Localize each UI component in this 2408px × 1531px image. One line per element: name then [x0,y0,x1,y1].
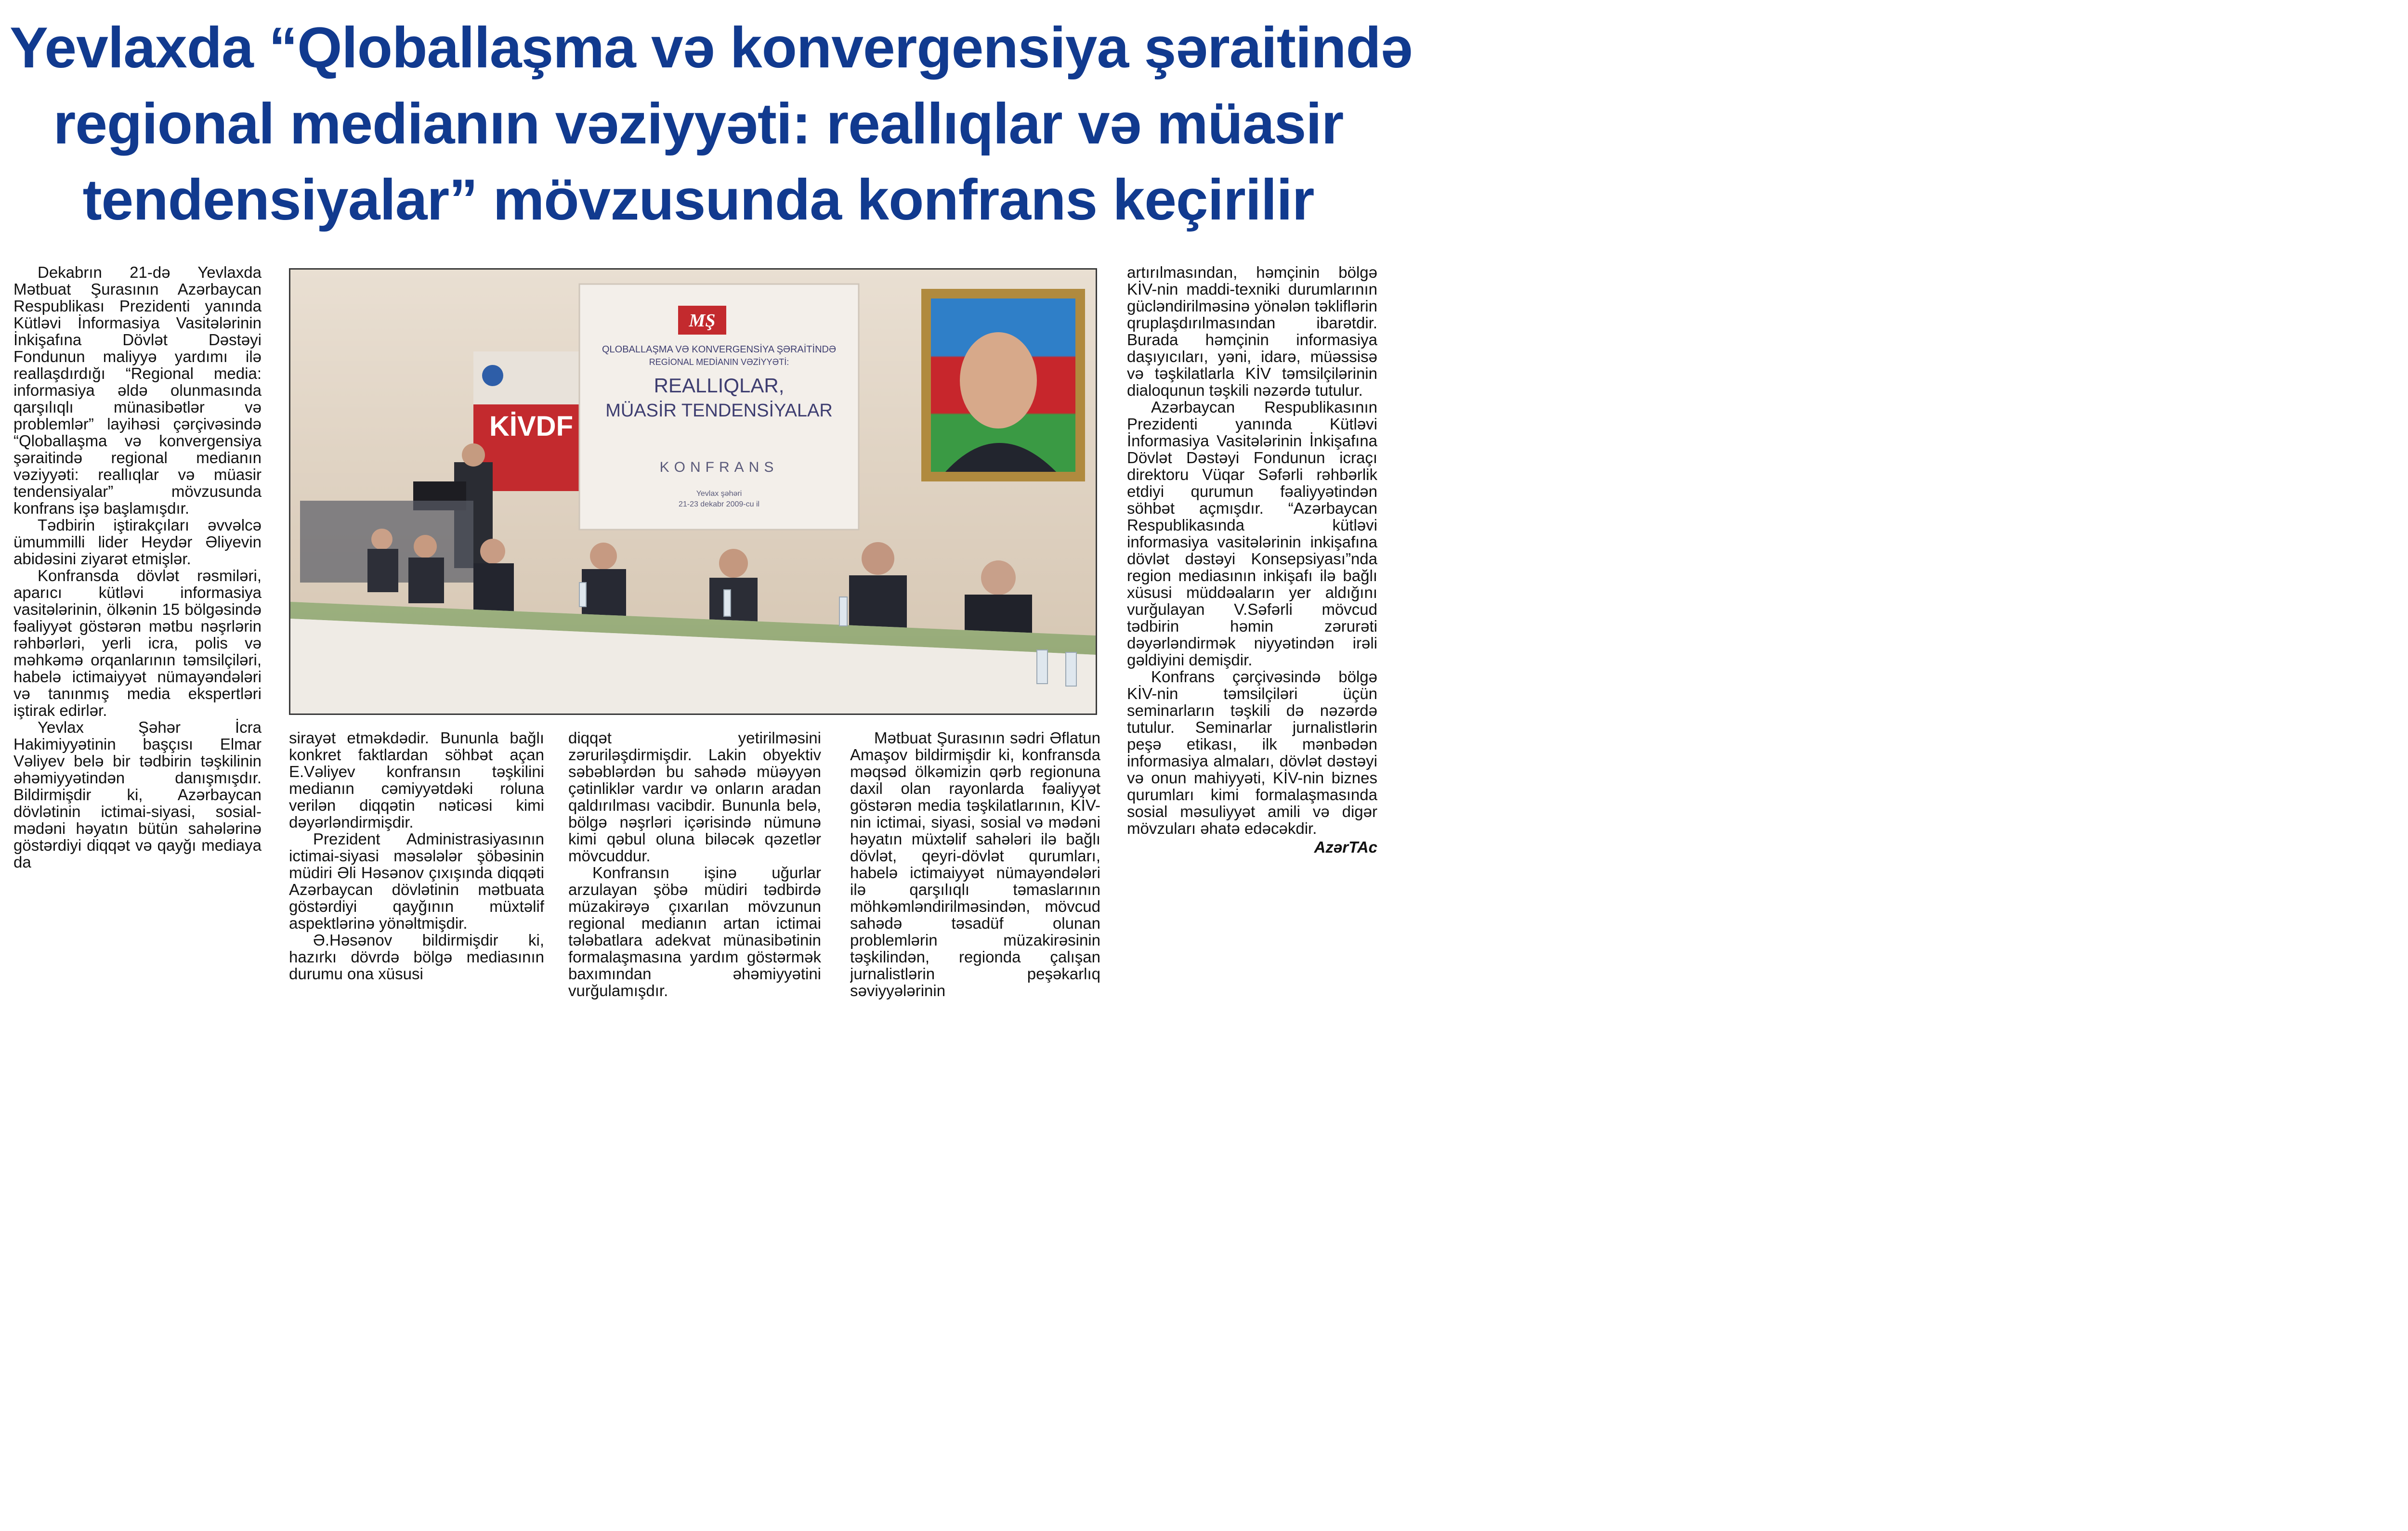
headline-line-2: regional medianın vəziyyəti: reallıqlar və müasir [53,91,1344,156]
signature: AzərTAc [1314,838,1377,856]
banner-line-6: Yevlax şəhəri [696,490,742,498]
photo-illustration [290,270,1096,714]
headline-line-3: tendensiyalar” mövzusunda konfrans keçirilir [82,168,1314,232]
paragraph: Dekabrın 21-də Yevlaxda Mətbuat Şurasının Azərbaycan Respublikası Prezidenti yanında Kütləvi İnformasiya Vasitələrinin İnkişafına Dövlət Dəstəyi Fondunun maliyyə yardımı ilə reallaşdırdığı “Regional media: informasiya əldə olunmasında qarşılıqlı münasibətlər və problemlər” layihəsi çərçivəsində “Qloballaşma və konvergensiya şəraitində regional medianın vəziyyəti: reallıqlar və müasir tendensiyalar” mövzusunda konfrans işə başlamışdır. [13,264,262,517]
banner-line-5: KONFRANS [659,459,779,475]
banner-line-1: QLOBALLAŞMA VƏ KONVERGENSİYA ŞƏRAİTİNDƏ [602,344,837,355]
paragraph: Ə.Həsənov bildirmişdir ki, hazırkı dövrdə bölgə mediasının durumu ona xüsusi [289,931,544,983]
banner-line-3: REALLIQLAR, [654,374,785,397]
article-column-4 [850,729,1100,1115]
article-column-5 [1127,264,1377,1106]
paragraph: Prezident Administrasiyasının ictimai-siyasi məsələlər şöbəsinin müdiri Əli Həsənov çıxışında diqqəti Azərbaycan dövlətinin mətbuata göstərdiyi qayğının müxtəlif aspektlərinə yönəltmişdir. [289,830,544,932]
article-column-1 [13,264,262,1106]
paragraph: artırılmasından, həmçinin bölgə KİV-nin maddi-texniki durumlarının gücləndirilməsinə yönələn təkliflərin qruplaşdırılmasından ibarətdir. Burada həmçinin informasiya daşıyıcıları, yəni, idarə, müəssisə və təşkilatlarla KİV təmsilçilərinin dialoqunun təşkili nəzərdə tutulur. [1127,264,1377,399]
article-column-3 [568,729,821,1115]
banner-line-2: REGİONAL MEDİANIN VƏZİYYƏTİ: [649,357,789,367]
headline-line-1: Yevlaxda “Qloballaşma və konvergensiya şəraitində [10,15,1413,80]
paragraph: Konfrans çərçivəsində bölgə KİV-nin təmsilçiləri üçün seminarların təşkili də nəzərdə tutulur. Seminarlar jurnalistlərin peşə etikası, ilk mənbədən informasiya almaları, dövlət dəstəyi və onun mahiyyəti, KİV-nin biznes qurumları kimi formalaşmasında sosial məsuliyyət amili və digər mövzuları əhatə edəcəkdir. [1127,668,1377,837]
paragraph: Tədbirin iştirakçıları əvvəlcə ümummilli lider Heydər Əliyevin abidəsini ziyarət etmişlər. [13,516,262,568]
kivdf-logo: KİVDF [489,411,573,442]
conference-photo [289,268,1097,715]
paragraph: Azərbaycan Respublikasının Prezidenti yanında Kütləvi İnformasiya Vasitələrinin İnkişafına Dövlət Dəstəyi Fondunun icraçı direktoru Vüqar Səfərli rəhbərlik etdiyi qurumun fəaliyyətindən söhbət açmışdır. “Azərbaycan Respublikasında kütləvi informasiya vasitələrinin inkişafına dövlət dəstəyi Konsepsiyası”nda region mediasının inkişafı ilə bağlı xüsusi müddəaların yer aldığını vurğulayan V.Səfərli mövcud tədbirin həmin zərurəti dəyərləndirmək niyyətindən irəli gəldiyini demişdir. [1127,398,1377,669]
portrait-face [960,332,1037,428]
paragraph: Yevlax Şəhər İcra Hakimiyyətinin başçısı Elmar Vəliyev belə bir tədbirin təşkilinin əhəmiyyətindən danışmışdır. Bildirmişdir ki, Azərbaycan dövlətinin ictimai-siyasi, sosial-mədəni həyatın bütün sahələrinə göstərdiyi diqqət və qayğı mediaya da [13,718,262,871]
article-column-2 [289,729,544,1115]
banner-logo: MŞ [689,311,716,331]
paragraph: Konfransda dövlət rəsmiləri, aparıcı kütləvi informasiya vasitələrinin, ölkənin 15 bölgəsində fəaliyyət göstərən mətbu nəşrlərin rəhbərləri, yerli icra, polis və məhkəmə orqanlarının təmsilçiləri, habelə ictimaiyyət nümayəndələri və tanınmış media ekspertləri iştirak edirlər. [13,567,262,719]
banner-line-7: 21-23 dekabr 2009-cu il [678,500,760,508]
paragraph: sirayət etməkdədir. Bununla bağlı konkret faktlardan söhbət açan E.Vəliyev konfransın təşkilini medianın cəmiyyətdəki roluna verilən diqqətin nəticəsi kimi dəyərləndirmişdir. [289,729,544,831]
paragraph: diqqət yetirilməsini zəruriləşdirmişdir. Lakin obyektiv səbəblərdən bu sahədə müəyyən çətinliklər vardır və onların aradan qaldırılması vacibdir. Bununla belə, bölgə nəşrləri içərisində nümunə kimi qəbul oluna biləcək qəzetlər mövcuddur. [568,729,821,865]
cameraman-head [462,443,485,467]
headline [10,10,1413,238]
emblem-icon [482,365,503,386]
paragraph: Konfransın işinə uğurlar arzulayan şöbə müdiri tədbirdə müzakirəyə çıxarılan mövzunun regional medianın artan ictimai tələbatlara adekvat münasibətinin formalaşmasına yardım göstərmək baxımından əhəmiyyətini vurğulamışdır. [568,864,821,999]
banner-line-4: MÜASİR TENDENSİYALAR [605,401,833,421]
paragraph: Mətbuat Şurasının sədri Əflatun Amaşov bildirmişdir ki, konfransda məqsəd ölkəmizin qərb regionuna daxil olan rayonlarda fəaliyyət göstərən media təşkilatlarının, KİV-nin ictimai, siyasi, sosial və mədəni həyatın müxtəlif sahələri ilə bağlı dövlət, qeyri-dövlət qurumları, habelə ictimaiyyət nümayəndələri ilə qarşılıqlı təmaslarının möhkəmləndirilməsindən, mövcud sahədə təsadüf olunan problemlərin müzakirəsinin təşkilindən, regionda çalışan jurnalistlərin peşəkarlıq səviyyələrinin [850,729,1100,999]
